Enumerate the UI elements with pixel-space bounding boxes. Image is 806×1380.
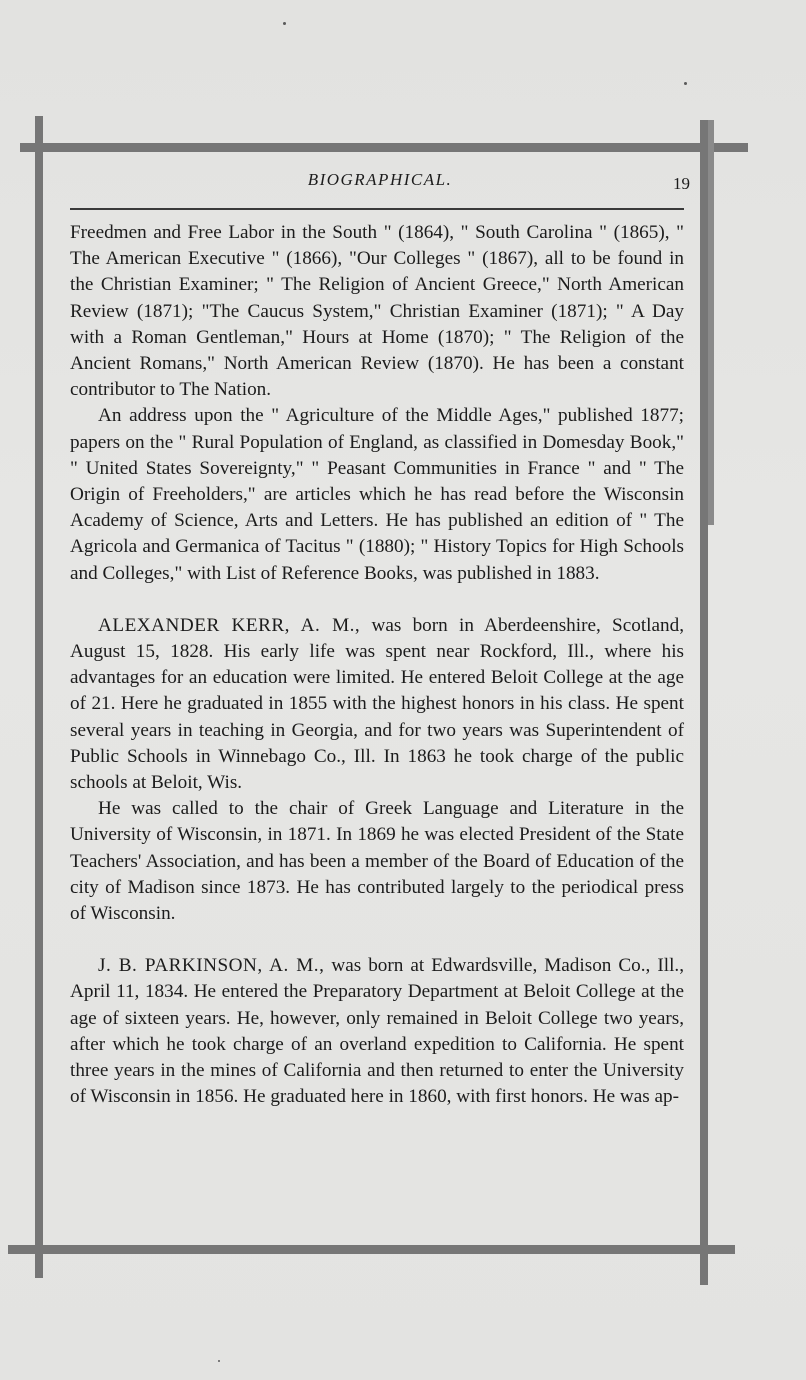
biography-name: J. B. PARKINSON, A. M.,	[98, 955, 325, 977]
paragraph-text: was born at Edwardsville, Madison Co., Ill., April 11, 1834. He entered the Preparatory Department at Beloit College at the age of sixteen years. He, however, only remained in Beloit College two years, after which he took charge of an overland expedition to California. He spent three years in the mines of California and then returned to enter the University of Wisconsin in 1856. He graduated here in 1860, with first honors. He was ap-	[70, 955, 684, 1108]
biography-name: ALEXANDER KERR, A. M.,	[98, 614, 361, 636]
paper-speck	[283, 22, 286, 25]
border-rule-bottom	[8, 1245, 735, 1254]
border-rule-left	[35, 116, 43, 1278]
running-head: BIOGRAPHICAL.	[307, 170, 453, 189]
paragraph-parkinson-bio	[70, 953, 684, 1110]
body-text	[70, 220, 684, 1111]
paragraph-text: He was called to the chair of Greek Language and Literature in the University of Wisconsin, in 1871. In 1869 he was elected President of the State Teachers' Association, and has been a member of the Board of Education of the city of Madison since 1873. He has contributed largely to the periodical press of Wisconsin.	[70, 798, 684, 925]
paper-speck	[684, 82, 687, 85]
paragraph-publications-continued	[70, 220, 684, 403]
paragraph-kerr-career	[70, 796, 684, 927]
paragraph-addresses	[70, 403, 684, 586]
page-number: 19	[673, 174, 690, 193]
border-rule-right-shadow	[708, 120, 714, 525]
paragraph-kerr-bio	[70, 613, 684, 796]
paragraph-text: was born in Aberdeenshire, Scotland, August 15, 1828. His early life was spent near Rockford, Ill., where his advantages for an education were limited. He entered Beloit College at the age of 21. Here he graduated in 1855 with the highest honors in his class. He spent several years in teaching in Georgia, and for two years was Superintendent of Public Schools in Winnebago Co., Ill. In 1863 he took charge of the public schools at Beloit, Wis.	[70, 614, 684, 794]
paragraph-text: Freedmen and Free Labor in the South " (1864), " South Carolina " (1865), " The American Executive " (1866), "Our Colleges " (1867), all to be found in the Christian Examiner; " The Religion of Ancient Greece," North American Review (1871); "The Caucus System," Christian Examiner (1871); " A Day with a Roman Gentleman," Hours at Home (1870); " The Religion of the Ancient Romans," North American Review (1870). He has been a constant contributor to The Nation.	[70, 222, 684, 401]
paper-speck	[218, 1360, 220, 1362]
header-rule	[70, 208, 684, 210]
border-rule-top	[20, 143, 748, 152]
paragraph-text: An address upon the " Agriculture of the Middle Ages," published 1877; papers on the " Rural Population of England, as classified in Domesday Book," " United States Sovereignty," " Peasant Communities in France " and " The Origin of Freeholders," are articles which he has read before the Wisconsin Academy of Science, Arts and Letters. He has published an edition of " The Agricola and Germanica of Tacitus " (1880); " History Topics for High Schools and Colleges," with List of Reference Books, was published in 1883.	[70, 405, 684, 584]
border-rule-right	[700, 120, 708, 1285]
